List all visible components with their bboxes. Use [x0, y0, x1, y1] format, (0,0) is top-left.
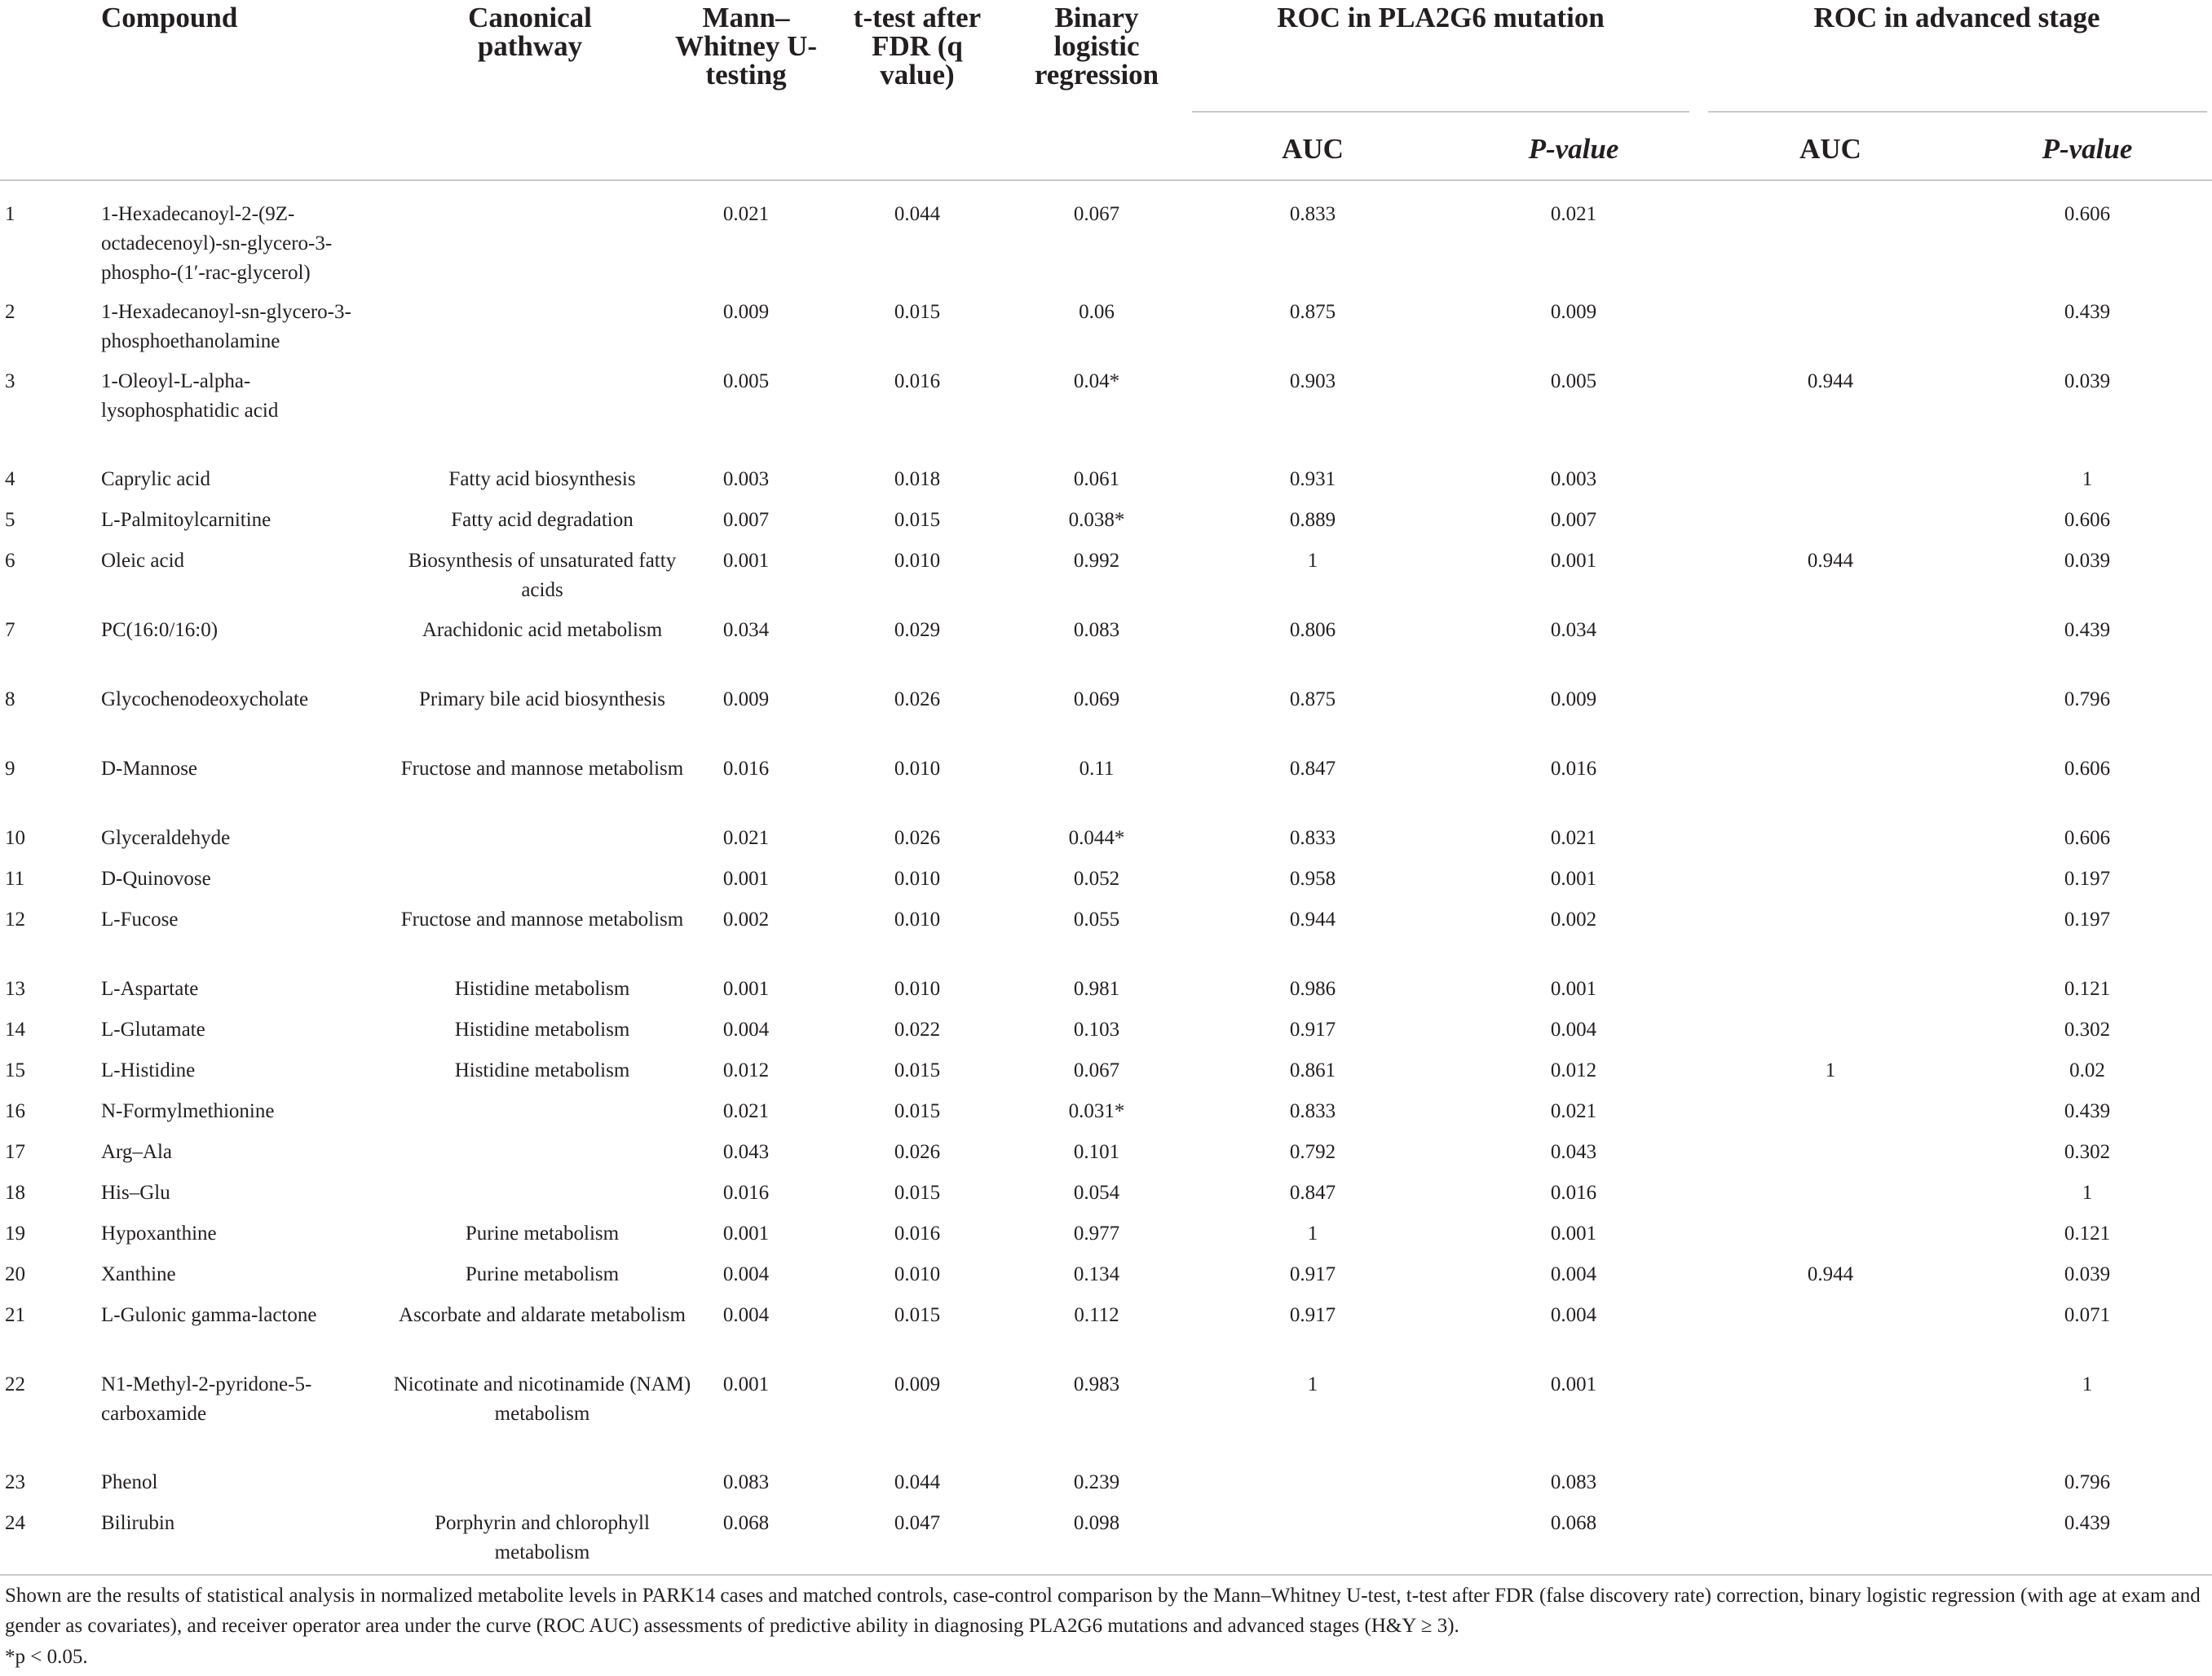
row-number: 11: [5, 868, 25, 890]
significance-note: *p < 0.05.: [5, 1646, 88, 1668]
mann-whitney-value: 0.016: [722, 1182, 770, 1204]
pvalue-pla2g6-value: 0.016: [1550, 1182, 1597, 1204]
row-number: 16: [5, 1100, 25, 1122]
mann-whitney-value: 0.002: [722, 909, 770, 931]
ttest-q-value: 0.044: [894, 1471, 941, 1493]
pvalue-advanced-value: 0.121: [2064, 1223, 2111, 1245]
header-subrule-advanced: [1708, 111, 2207, 113]
auc-advanced-value: 0.944: [1807, 1263, 1854, 1285]
pvalue-pla2g6-value: 0.001: [1550, 868, 1597, 890]
pvalue-pla2g6-value: 0.043: [1550, 1141, 1597, 1163]
compound-name: L-Gulonic gamma-lactone: [101, 1304, 317, 1326]
compound-name: 1-Hexadecanoyl-sn-glycero-3-phosphoethanolamine: [101, 301, 351, 352]
row-number: 24: [5, 1512, 25, 1534]
ttest-q-value: 0.026: [894, 688, 941, 710]
canonical-pathway: Primary bile acid biosynthesis: [418, 688, 666, 710]
logistic-regression-value: 0.101: [1073, 1141, 1120, 1163]
mann-whitney-value: 0.021: [722, 827, 770, 849]
pvalue-advanced-value: 1: [2082, 1373, 2093, 1395]
pvalue-advanced-value: 0.439: [2064, 1100, 2111, 1122]
logistic-regression-value: 0.239: [1073, 1471, 1120, 1493]
row-number: 12: [5, 909, 25, 931]
compound-name: D-Mannose: [101, 758, 198, 780]
pvalue-advanced-value: 0.606: [2064, 827, 2111, 849]
logistic-regression-value: 0.061: [1073, 468, 1120, 490]
compound-name: Bilirubin: [101, 1512, 175, 1534]
canonical-pathway: Purine metabolism: [465, 1223, 620, 1245]
compound-name: Phenol: [101, 1471, 158, 1493]
auc-pla2g6-value: 0.792: [1289, 1141, 1336, 1163]
compound-name: N1-Methyl-2-pyridone-5-carboxamide: [101, 1373, 312, 1425]
pvalue-pla2g6-value: 0.016: [1550, 758, 1597, 780]
compound-name: N-Formylmethionine: [101, 1100, 275, 1122]
auc-pla2g6-value: 0.875: [1289, 688, 1336, 710]
ttest-q-value: 0.016: [894, 370, 941, 392]
header-roc-advanced: ROC in advanced stage: [1813, 2, 2100, 33]
header-compound: Compound: [101, 2, 238, 33]
mann-whitney-value: 0.009: [722, 301, 770, 323]
ttest-q-value: 0.015: [894, 1304, 941, 1326]
compound-name: 1-Oleoyl-L-alpha-lysophosphatidic acid: [101, 370, 279, 422]
row-number: 6: [5, 550, 15, 572]
row-number: 3: [5, 370, 15, 392]
row-number: 19: [5, 1223, 25, 1245]
compound-name: 1-Hexadecanoyl-2-(9Z-octadecenoyl)-sn-glycero-3-phospho-(1′-rac-glycerol): [101, 203, 333, 284]
pvalue-advanced-value: 0.439: [2064, 619, 2111, 641]
row-number: 10: [5, 827, 25, 849]
row-number: 18: [5, 1182, 25, 1204]
auc-pla2g6-value: 0.847: [1289, 1182, 1336, 1204]
auc-pla2g6-value: 0.944: [1289, 909, 1336, 931]
row-number: 23: [5, 1471, 25, 1493]
mann-whitney-value: 0.005: [722, 370, 770, 392]
pvalue-pla2g6-value: 0.001: [1550, 550, 1597, 572]
pvalue-pla2g6-value: 0.004: [1550, 1019, 1597, 1041]
pvalue-advanced-value: 0.606: [2064, 203, 2111, 225]
ttest-q-value: 0.026: [894, 827, 941, 849]
pvalue-pla2g6-value: 0.021: [1550, 827, 1597, 849]
auc-pla2g6-value: 0.917: [1289, 1019, 1336, 1041]
logistic-regression-value: 0.044*: [1068, 827, 1125, 849]
canonical-pathway: Fatty acid biosynthesis: [448, 468, 636, 490]
pvalue-advanced-value: 0.071: [2064, 1304, 2111, 1326]
mann-whitney-value: 0.001: [722, 1373, 770, 1395]
pvalue-advanced-value: 0.02: [2069, 1059, 2105, 1081]
logistic-regression-value: 0.11: [1079, 758, 1115, 780]
pvalue-advanced-value: 0.439: [2064, 1512, 2111, 1534]
ttest-q-value: 0.015: [894, 509, 941, 531]
row-number: 4: [5, 468, 15, 490]
ttest-q-value: 0.010: [894, 909, 941, 931]
header-subrule-pla2g6: [1192, 111, 1689, 113]
mann-whitney-value: 0.001: [722, 978, 770, 1000]
pvalue-advanced-value: 0.039: [2064, 370, 2111, 392]
compound-name: His–Glu: [101, 1182, 170, 1204]
compound-name: L-Histidine: [101, 1059, 196, 1081]
row-number: 21: [5, 1304, 25, 1326]
header-bottom-rule: [0, 179, 2212, 181]
pvalue-pla2g6-value: 0.012: [1550, 1059, 1597, 1081]
pvalue-pla2g6-value: 0.005: [1550, 370, 1597, 392]
compound-name: D-Quinovose: [101, 868, 211, 890]
logistic-regression-value: 0.992: [1073, 550, 1120, 572]
mann-whitney-value: 0.016: [722, 758, 770, 780]
pvalue-pla2g6-value: 0.083: [1550, 1471, 1597, 1493]
auc-advanced-value: 0.944: [1807, 550, 1854, 572]
auc-pla2g6-value: 0.889: [1289, 509, 1336, 531]
mann-whitney-value: 0.009: [722, 688, 770, 710]
ttest-q-value: 0.010: [894, 868, 941, 890]
ttest-q-value: 0.047: [894, 1512, 941, 1534]
auc-pla2g6-value: 0.903: [1289, 370, 1336, 392]
logistic-regression-value: 0.031*: [1068, 1100, 1125, 1122]
pvalue-advanced-value: 0.796: [2064, 1471, 2111, 1493]
logistic-regression-value: 0.103: [1073, 1019, 1120, 1041]
header-pvalue-pla2g6: P-value: [1528, 133, 1619, 165]
canonical-pathway: Histidine metabolism: [454, 1019, 630, 1041]
logistic-regression-value: 0.067: [1073, 203, 1120, 225]
table-footnote: Shown are the results of statistical analysis in normalized metabolite levels in PARK14 cases and matched controls, case-control comparison by the Mann–Whitney U-test, t-test after FDR (false discovery rate) correction, binary logistic regression (with age at exam and gender as covariates), and receiver operator area under the curve (ROC AUC) assessments of predictive ability in diagnosing PLA2G6 mutations and advanced stages (H&Y ≥ 3).: [5, 1585, 2201, 1637]
logistic-regression-value: 0.04*: [1073, 370, 1120, 392]
ttest-q-value: 0.044: [894, 203, 941, 225]
ttest-q-value: 0.018: [894, 468, 941, 490]
ttest-q-value: 0.015: [894, 1059, 941, 1081]
compound-name: Arg–Ala: [101, 1141, 173, 1163]
auc-pla2g6-value: 0.917: [1289, 1304, 1336, 1326]
canonical-pathway: Porphyrin and chlorophyll metabolism: [435, 1512, 650, 1563]
canonical-pathway: Fatty acid degradation: [451, 509, 634, 531]
auc-pla2g6-value: 0.847: [1289, 758, 1336, 780]
mann-whitney-value: 0.004: [722, 1304, 770, 1326]
canonical-pathway: Nicotinate and nicotinamide (NAM) metabolism: [393, 1373, 691, 1425]
auc-pla2g6-value: 0.875: [1289, 301, 1336, 323]
logistic-regression-value: 0.134: [1073, 1263, 1120, 1285]
logistic-regression-value: 0.098: [1073, 1512, 1120, 1534]
canonical-pathway: Histidine metabolism: [454, 1059, 630, 1081]
auc-advanced-value: 1: [1825, 1059, 1836, 1081]
pvalue-pla2g6-value: 0.009: [1550, 301, 1597, 323]
row-number: 13: [5, 978, 25, 1000]
logistic-regression-value: 0.069: [1073, 688, 1120, 710]
mann-whitney-value: 0.001: [722, 868, 770, 890]
canonical-pathway: Biosynthesis of unsaturated fatty acids: [408, 550, 677, 601]
auc-pla2g6-value: 0.917: [1289, 1263, 1336, 1285]
compound-name: L-Aspartate: [101, 978, 199, 1000]
row-number: 2: [5, 301, 15, 323]
auc-advanced-value: 0.944: [1807, 370, 1854, 392]
compound-name: Oleic acid: [101, 550, 185, 572]
mann-whitney-value: 0.001: [722, 1223, 770, 1245]
pvalue-pla2g6-value: 0.021: [1550, 203, 1597, 225]
canonical-pathway: Ascorbate and aldarate metabolism: [399, 1304, 686, 1326]
row-number: 22: [5, 1373, 25, 1395]
logistic-regression-value: 0.055: [1073, 909, 1120, 931]
logistic-regression-value: 0.038*: [1068, 509, 1125, 531]
pvalue-pla2g6-value: 0.002: [1550, 909, 1597, 931]
pvalue-pla2g6-value: 0.068: [1550, 1512, 1597, 1534]
pvalue-advanced-value: 0.796: [2064, 688, 2111, 710]
header-auc-advanced: AUC: [1799, 133, 1861, 165]
compound-name: Xanthine: [101, 1263, 176, 1285]
mann-whitney-value: 0.021: [722, 1100, 770, 1122]
header-ttest: t-test after FDR (q value): [853, 2, 982, 91]
pvalue-advanced-value: 0.121: [2064, 978, 2111, 1000]
pvalue-pla2g6-value: 0.034: [1550, 619, 1597, 641]
pvalue-advanced-value: 0.606: [2064, 509, 2111, 531]
row-number: 5: [5, 509, 15, 531]
row-number: 14: [5, 1019, 25, 1041]
header-blr: Binary logistic regression: [1034, 2, 1159, 91]
ttest-q-value: 0.010: [894, 1263, 941, 1285]
pvalue-advanced-value: 1: [2082, 468, 2093, 490]
mann-whitney-value: 0.012: [722, 1059, 770, 1081]
compound-name: L-Fucose: [101, 909, 179, 931]
compound-name: PC(16:0/16:0): [101, 619, 219, 641]
header-auc-pla2g6: AUC: [1282, 133, 1344, 165]
canonical-pathway: Fructose and mannose metabolism: [400, 909, 684, 931]
compound-name: Glycochenodeoxycholate: [101, 688, 309, 710]
auc-pla2g6-value: 1: [1307, 1223, 1318, 1245]
ttest-q-value: 0.016: [894, 1223, 941, 1245]
row-number: 8: [5, 688, 15, 710]
ttest-q-value: 0.015: [894, 1100, 941, 1122]
row-number: 17: [5, 1141, 25, 1163]
ttest-q-value: 0.015: [894, 301, 941, 323]
canonical-pathway: Arachidonic acid metabolism: [422, 619, 663, 641]
header-pathway: Canonical pathway: [468, 2, 592, 62]
pvalue-pla2g6-value: 0.021: [1550, 1100, 1597, 1122]
auc-pla2g6-value: 0.806: [1289, 619, 1336, 641]
row-number: 9: [5, 758, 15, 780]
logistic-regression-value: 0.06: [1079, 301, 1115, 323]
pvalue-pla2g6-value: 0.001: [1550, 978, 1597, 1000]
logistic-regression-value: 0.054: [1073, 1182, 1120, 1204]
pvalue-advanced-value: 0.439: [2064, 301, 2111, 323]
logistic-regression-value: 0.067: [1073, 1059, 1120, 1081]
compound-name: L-Glutamate: [101, 1019, 205, 1041]
mann-whitney-value: 0.004: [722, 1263, 770, 1285]
ttest-q-value: 0.010: [894, 550, 941, 572]
table-bottom-rule: [0, 1574, 2212, 1576]
row-number: 20: [5, 1263, 25, 1285]
ttest-q-value: 0.010: [894, 978, 941, 1000]
mann-whitney-value: 0.003: [722, 468, 770, 490]
pvalue-advanced-value: 0.039: [2064, 550, 2111, 572]
auc-pla2g6-value: 1: [1307, 1373, 1318, 1395]
ttest-q-value: 0.026: [894, 1141, 941, 1163]
pvalue-pla2g6-value: 0.007: [1550, 509, 1597, 531]
logistic-regression-value: 0.052: [1073, 868, 1120, 890]
ttest-q-value: 0.029: [894, 619, 941, 641]
row-number: 15: [5, 1059, 25, 1081]
mann-whitney-value: 0.068: [722, 1512, 770, 1534]
ttest-q-value: 0.009: [894, 1373, 941, 1395]
logistic-regression-value: 0.983: [1073, 1373, 1120, 1395]
mann-whitney-value: 0.001: [722, 550, 770, 572]
header-mann-whitney: Mann–Whitney U-testing: [674, 2, 818, 91]
auc-pla2g6-value: 1: [1307, 550, 1318, 572]
pvalue-advanced-value: 0.197: [2064, 909, 2111, 931]
logistic-regression-value: 0.112: [1074, 1304, 1119, 1326]
auc-pla2g6-value: 0.958: [1289, 868, 1336, 890]
mann-whitney-value: 0.004: [722, 1019, 770, 1041]
pvalue-pla2g6-value: 0.001: [1550, 1223, 1597, 1245]
pvalue-advanced-value: 0.039: [2064, 1263, 2111, 1285]
header-pvalue-advanced: P-value: [2042, 133, 2133, 165]
header-roc-pla2g6: ROC in PLA2G6 mutation: [1277, 2, 1605, 33]
pvalue-pla2g6-value: 0.004: [1550, 1304, 1597, 1326]
logistic-regression-value: 0.981: [1073, 978, 1120, 1000]
ttest-q-value: 0.015: [894, 1182, 941, 1204]
pvalue-advanced-value: 1: [2082, 1182, 2093, 1204]
ttest-q-value: 0.010: [894, 758, 941, 780]
auc-pla2g6-value: 0.833: [1289, 827, 1336, 849]
compound-name: Caprylic acid: [101, 468, 210, 490]
mann-whitney-value: 0.083: [722, 1471, 770, 1493]
ttest-q-value: 0.022: [894, 1019, 941, 1041]
row-number: 7: [5, 619, 15, 641]
pvalue-advanced-value: 0.302: [2064, 1141, 2111, 1163]
mann-whitney-value: 0.034: [722, 619, 770, 641]
mann-whitney-value: 0.021: [722, 203, 770, 225]
logistic-regression-value: 0.977: [1073, 1223, 1120, 1245]
compound-name: L-Palmitoylcarnitine: [101, 509, 272, 531]
pvalue-advanced-value: 0.302: [2064, 1019, 2111, 1041]
logistic-regression-value: 0.083: [1073, 619, 1120, 641]
mann-whitney-value: 0.043: [722, 1141, 770, 1163]
auc-pla2g6-value: 0.833: [1289, 203, 1336, 225]
canonical-pathway: Purine metabolism: [465, 1263, 620, 1285]
row-number: 1: [5, 203, 15, 225]
pvalue-advanced-value: 0.197: [2064, 868, 2111, 890]
mann-whitney-value: 0.007: [722, 509, 770, 531]
pvalue-advanced-value: 0.606: [2064, 758, 2111, 780]
compound-name: Glyceraldehyde: [101, 827, 231, 849]
canonical-pathway: Fructose and mannose metabolism: [400, 758, 684, 780]
pvalue-pla2g6-value: 0.009: [1550, 688, 1597, 710]
auc-pla2g6-value: 0.833: [1289, 1100, 1336, 1122]
canonical-pathway: Histidine metabolism: [454, 978, 630, 1000]
auc-pla2g6-value: 0.986: [1289, 978, 1336, 1000]
auc-pla2g6-value: 0.931: [1289, 468, 1336, 490]
pvalue-pla2g6-value: 0.004: [1550, 1263, 1597, 1285]
auc-pla2g6-value: 0.861: [1289, 1059, 1336, 1081]
pvalue-pla2g6-value: 0.001: [1550, 1373, 1597, 1395]
pvalue-pla2g6-value: 0.003: [1550, 468, 1597, 490]
compound-name: Hypoxanthine: [101, 1223, 217, 1245]
